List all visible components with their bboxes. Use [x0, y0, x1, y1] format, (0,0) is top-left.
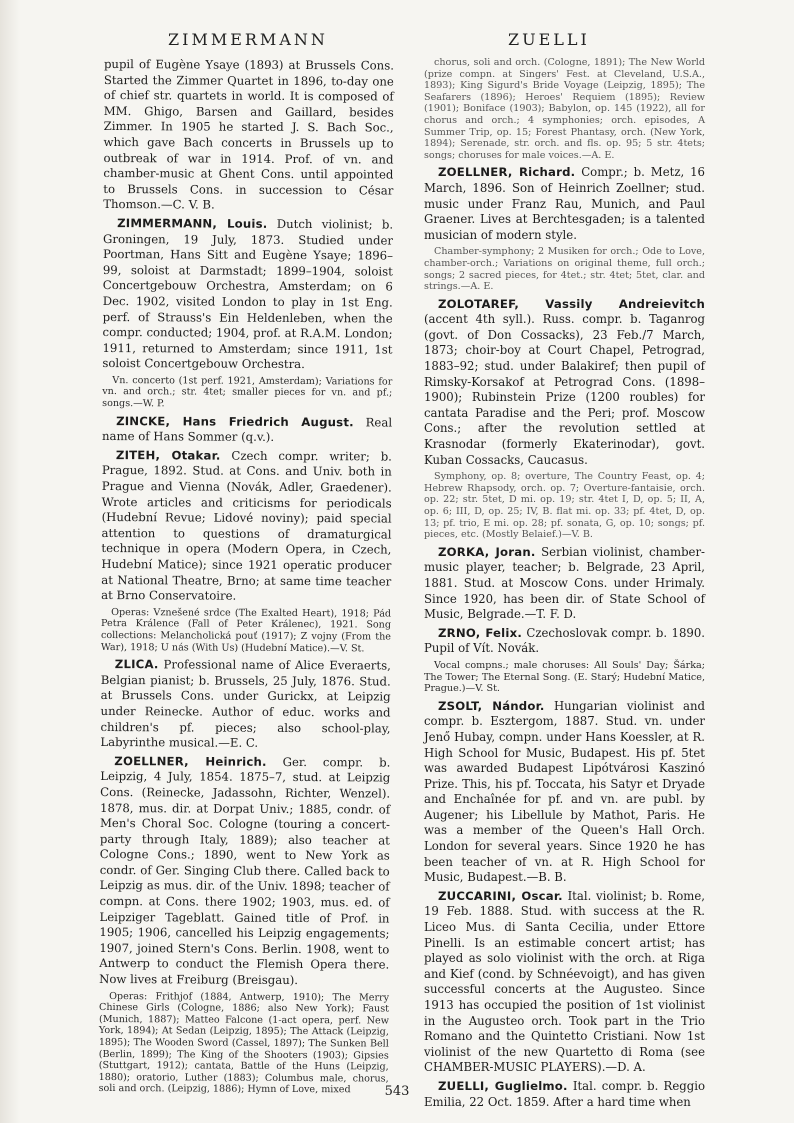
- works-text: chorus, soli and orch. (Cologne, 1891); The New World (prize compn. at Singers' Fest. at Cleveland, U.S.A., 1893); King Sigurd's Bride Voyage (Leipzig, 1895); The Seafarers (1896); Heroes' Requiem (1895); Review (1901); Boniface (1903); Babylon, op. 145 (1922), all for chorus and orch.; 4 symphonies; orch. episodes, A Summer Trip, op. 15; Forest Phantasy, orch. (New York, 1894); Serenade, str. orch. and fls. op. 95; 5 str. 4tets; songs; choruses for male voices.—A. E.: [424, 57, 705, 161]
- works-list: [424, 57, 705, 161]
- entry-body: Ger. compr. b. Leipzig, 4 July, 1854. 1875–7, stud. at Leipzig Cons. (Reinecke, Jadassohn, Richter, Wenzel). 1878, mus. dir. at Dorpat Univ.; 1885, condr. of Men's Choral Soc. Cologne (touring a concert-party through Italy, 1889); also teacher at Cologne Cons.; 1890, went to New York as condr. of Ger. Singing Club there. Called back to Leipzig as mus. dir. of the Univ. 1898; teacher of compn. at Cons. there 1902; 1903, mus. ed. of Leipziger Tageblatt. Gained title of Prof. in 1905; 1906, cancelled his Leipzig engagements; 1907, joined Stern's Cons. Berlin. 1908, went to Antwerp to conduct the Flemish Opera there. Now lives at Freiburg (Breisgau).: [99, 754, 391, 988]
- entry-headword: ZUCCARINI, Oscar.: [438, 888, 563, 903]
- entry-headword: ZRNO, Felix.: [438, 625, 522, 640]
- entry-body: Ital. compr. b. Reggio Emilia, 22 Oct. 1859. After a hard time when: [424, 1078, 705, 1109]
- entry-headword: ZIMMERMANN, Louis.: [117, 216, 268, 231]
- works-list: [99, 991, 390, 1097]
- page-number: 543: [384, 1084, 410, 1099]
- entry-headword: ZUELLI, Guglielmo.: [438, 1078, 568, 1093]
- entry-body: Dutch violinist; b. Groningen, 19 July, 1873. Studied under Poortman, Hans Sitt and Eugène Ysaye; 1896–99, soloist at Darmstadt; 1899–1904, soloist Concertgebouw Orchestra, Amsterdam; on 6 Dec. 1902, visited London to play in 1st Eng. perf. of Strauss's Ein Heldenleben, when the compr. conducted; 1904, prof. at R.A.M. London; 1911, returned to Amsterdam; since 1911, 1st soloist Concertgebouw Orchestra.: [102, 216, 394, 372]
- works-list: [424, 660, 705, 695]
- entry-zoellner-heinrich: [99, 754, 390, 989]
- entry-body: Czechoslovak compr. b. 1890. Pupil of Vít. Novák.: [424, 625, 705, 656]
- header-right-word: ZUELLI: [508, 30, 590, 49]
- entry-continuation: [103, 57, 394, 214]
- works-text: Vn. concerto (1st perf. 1921, Amsterdam); Variations for vn. and orch.; str. 4tet; smaller pieces for vn. and pf.; songs.—W. P.: [102, 374, 393, 410]
- running-header: [0, 30, 794, 54]
- entry-body: Real name of Hans Sommer (q.v.).: [101, 415, 393, 445]
- works-text: Chamber-symphony; 2 Musiken for orch.; Ode to Love, chamber-orch.; Variations on original theme, full orch.; songs; 2 sacred pieces, for 4tet.; str. 4tet; 5tet, clar. and strings.—A. E.: [424, 246, 705, 293]
- entry-ziteh: [101, 448, 392, 605]
- works-list: [424, 471, 705, 541]
- entry-headword: ZOELLNER, Richard.: [438, 165, 576, 180]
- entry-headword: ZOELLNER, Heinrich.: [114, 753, 267, 769]
- entry-body: Serbian violinist, chamber-music player, teacher; b. Belgrade, 23 April, 1881. Stud. at Moscow Cons. under Hrimaly. Since 1920, has been dir. of State School of Music, Belgrade.—T. F. D.: [424, 544, 705, 622]
- entry-body: Compr.; b. Metz, 16 March, 1896. Son of Heinrich Zoellner; stud. music under Franz Rau, Munich, and Paul Graener. Lives at Berchtesgaden; is a talented musician of modern style.: [424, 165, 705, 242]
- works-text: Operas: Frithjof (1884, Antwerp, 1910); The Merry Chinese Girls (Cologne, 1886; also New York); Faust (Munich, 1887); Matteo Falcone (1-act opera, perf. New York, 1894); At Sedan (Leipzig, 1895); The Attack (Leipzig, 1895); The Wooden Sword (Cassel, 1897); The Sunken Bell (Berlin, 1899); The King of the Shooters (1903); Gipsies (Stuttgart, 1912); cantata, Battle of the Huns (Leipzig, 1880); oratorio, Luther (1883); Columbus male, chorus, soli and orch. (Leipzig, 1886); Hymn of Love, mixed: [98, 990, 390, 1096]
- entry-headword: ZINCKE, Hans Friedrich August.: [116, 413, 354, 429]
- entry-zsolt: [424, 699, 705, 886]
- entry-zincke: [102, 414, 392, 447]
- entry-zuccarini: [424, 889, 705, 1076]
- right-column: [424, 57, 706, 1109]
- entry-headword: ZSOLT, Nándor.: [438, 698, 545, 713]
- book-spine-shadow: [0, 0, 20, 1123]
- works-text: Vocal compns.; male choruses: All Souls' Day; Šárka; The Tower; The Eternal Song. (E. Starý; Hudební Matice, Prague.)—V. St.: [424, 659, 705, 695]
- entry-headword: ZITEH, Otakar.: [115, 447, 221, 463]
- works-text: Operas: Vznešené srdce (The Exalted Heart), 1918; Pád Petra Králence (Fall of Peter Králenec), 1921. Song collections: Melancholická pouť (1917); Z vojny (From the War), 1918; U nás (With Us) (Hudební Matice).—V. St.: [100, 606, 392, 654]
- left-column: [98, 57, 394, 1096]
- entry-body: Hungarian violinist and compr. b. Esztergom, 1887. Stud. vn. under Jenő Hubay, compn. under Hans Koessler, at R. High School for Music, Budapest. His pf. 5tet was awarded Budapest Lipótvárosi Kaszinó Prize. This, his pf. Toccata, his Satyr et Dryade and Enchaînée for pf. and vn. are publ. by Augener; his Libellule by Mathot, Paris. He was a member of the Queen's Hall Orch. London for several years. Since 1920 he has been teacher of vn. at R. High School for Music, Budapest.—B. B.: [424, 698, 706, 885]
- entry-body: pupil of Eugène Ysaye (1893) at Brussels Cons. Started the Zimmer Quartet in 1896, to-day one of chief str. quartets in world. It is composed of MM. Ghigo, Barsen and Gaillard, besides Zimmer. In 1905 he started J. S. Bach Soc., which gave Bach concerts in Brussels up to outbreak of war in 1914. Prof. of vn. and chamber-music at Ghent Cons. until appointed to Brussels Cons. in succession to César Thomson.—C. V. B.: [103, 57, 394, 212]
- entry-body: Professional name of Alice Everaerts, Belgian pianist; b. Brussels, 25 July, 1876. Stud. at Brussels Cons. under Gurickx, at Leipzig under Reinecke. Author of educ. works and children's pf. pieces; also school-play, Labyrinthe musical.—E. C.: [100, 657, 391, 750]
- entry-headword: ZOLOTAREF, Vassily Andreievitch: [438, 296, 705, 311]
- header-left-word: ZIMMERMANN: [168, 30, 328, 49]
- entry-body: (accent 4th syll.). Russ. compr. b. Taganrog (govt. of Don Cossacks), 23 Feb./7 March, 1873; choir-boy at Court Chapel, Petrograd, 1883–92; stud. under Balakiref; then pupil of Rimsky-Korsakof at Petrograd Cons. (1898–1900); Rubinstein Prize (1200 roubles) for cantata Paradise and the Peri; prof. Moscow Cons.; after the revolution settled at Krasnodar (formerly Ekaterinodar), govt. Kuban Cossacks, Caucasus.: [424, 312, 705, 467]
- entry-zoellner-richard: [424, 165, 705, 243]
- entry-zimmermann-louis: [102, 216, 393, 373]
- works-text: Symphony, op. 8; overture, The Country Feast, op. 4; Hebrew Rhapsody, orch. op. 7; Overture-fantaisie, orch. op. 22; str. 5tet, D mi. op. 19; str. 4tet I, D, op. 5; II, A, op. 6; III, D, op. 25; IV, B. flat mi. op. 33; pf. 4tet, D, op. 13; pf. trio, E mi. op. 28; pf. sonata, G, op. 10; songs; pf. pieces, etc. (Mostly Belaief.)—V. B.: [424, 471, 705, 541]
- works-list: [102, 375, 392, 411]
- entry-headword: ZLICA.: [114, 657, 159, 672]
- works-list: [424, 246, 705, 292]
- entry-zlica: [100, 657, 390, 752]
- works-list: [101, 607, 391, 655]
- entry-body: Czech compr. writer; b. Prague, 1892. Stud. at Cons. and Univ. both in Prague and Vienna (Novák, Adler, Graedener). Wrote articles and criticisms for periodicals (Hudební Revue; Lidové noviny); paid special attention to questions of dramaturgical technique in opera (Modern Opera, in Czech, Hudební Matice); since 1921 operatic producer at National Theatre, Brno; at same time teacher at Brno Conservatoire.: [101, 448, 392, 603]
- entry-zorka: [424, 545, 705, 623]
- entry-body: Ital. violinist; b. Rome, 19 Feb. 1888. Stud. with success at the R. Liceo Mus. di Santa Cecilia, under Ettore Pinelli. Is an estimable concert artist; has played as solo violinist with the orch. at Riga and Kief (cond. by Schnéevoigt), and has given successful concerts at the Augusteo. Since 1913 has occupied the position of 1st violinist in the Augusteo orch. Took part in the Trio Romano and the Quintetto Cristiani. Now 1st violinist of the new Quartetto di Roma (see CHAMBER-MUSIC PLAYERS).—D. A.: [424, 888, 705, 1075]
- entry-zrno: [424, 626, 705, 657]
- entry-headword: ZORKA, Joran.: [438, 544, 536, 559]
- entry-zolotaref: [424, 297, 705, 469]
